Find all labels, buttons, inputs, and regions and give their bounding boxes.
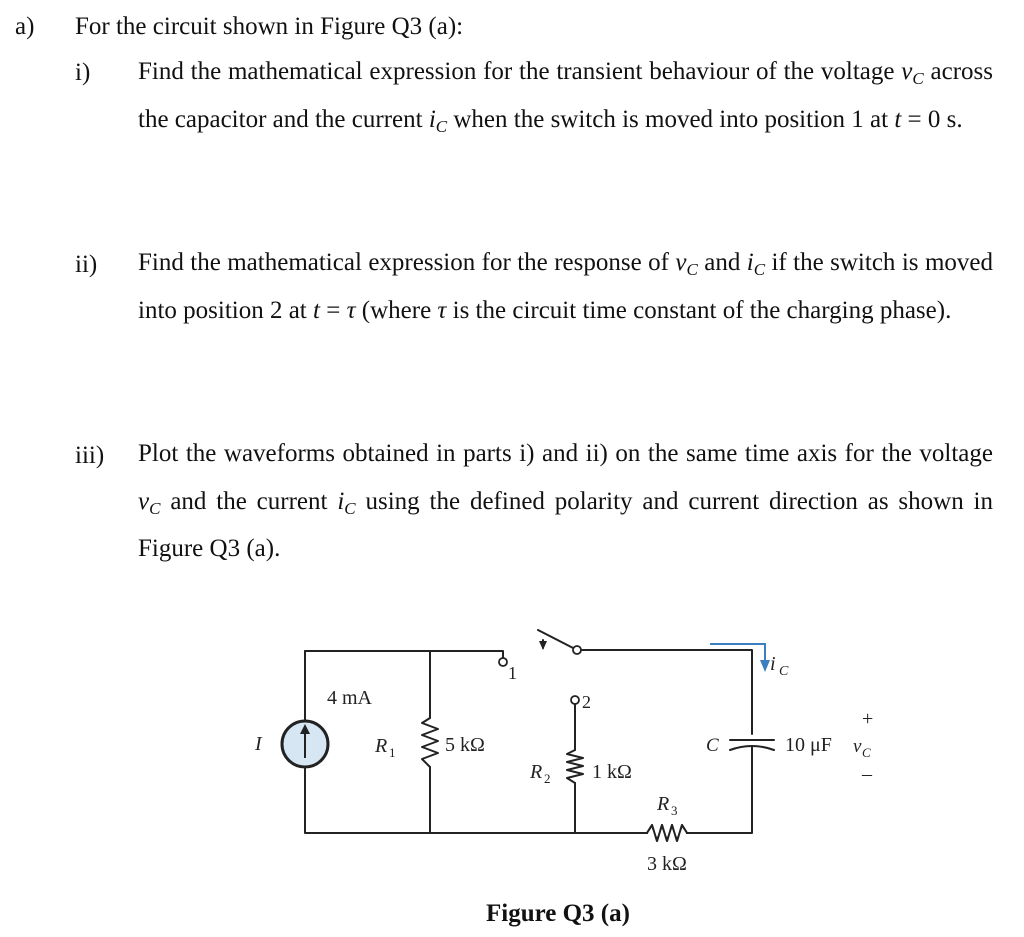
source-symbol-label: I [255, 733, 262, 755]
switch-terminal-1 [499, 658, 507, 666]
switch-pole [573, 646, 581, 654]
item-label-i: i) [75, 59, 91, 86]
svg-text:C: C [862, 745, 871, 760]
ic-label: i [770, 653, 776, 675]
switch-pos1-label: 1 [508, 663, 517, 683]
symbol-tau: τ [346, 296, 356, 324]
current-direction-arrow-icon [710, 644, 765, 662]
symbol-t: t [313, 296, 320, 324]
svg-text:3: 3 [671, 803, 678, 818]
switch-terminal-2 [571, 696, 579, 704]
vc-minus: – [862, 763, 872, 785]
r2-label: R [530, 761, 543, 783]
item-label-ii: ii) [75, 251, 98, 278]
symbol-tau: τ [437, 296, 447, 324]
r1-label: R [375, 735, 388, 757]
r1-value: 5 kΩ [445, 734, 485, 756]
part-label: a) [15, 13, 35, 40]
wire-top-right [577, 650, 752, 734]
resistor-r1 [422, 718, 438, 767]
symbol-vc: $v_C$ [901, 58, 924, 88]
symbol-vc: $v_C$ [138, 487, 161, 518]
circuit-diagram [255, 620, 895, 890]
figure-caption: Figure Q3 (a) [486, 900, 630, 927]
r3-label: R [657, 793, 670, 815]
vc-label: v [853, 736, 862, 757]
resistor-r2 [567, 750, 583, 783]
switch-pos2-label: 2 [582, 692, 591, 712]
item-text-ii: Find the mathematical expression for the response of $v_C$ and $i_C$ if the switch is moved into position 2 at t = τ (where τ is the circuit time constant of the charging phase). [138, 249, 993, 324]
svg-text:C: C [779, 664, 789, 679]
wire-left [305, 651, 752, 833]
item-label-iii: iii) [75, 442, 105, 469]
item-text-iii: Plot the waveforms obtained in parts i) and ii) on the same time axis for the voltage $v_C$ and the current $i_C$ using the defined polarity and current direction as shown in Figure Q3 (a). [138, 440, 994, 562]
symbol-ic: $i_C$ [337, 487, 356, 518]
r2-value: 1 kΩ [592, 761, 632, 783]
symbol-ic: $i_C$ [428, 105, 448, 136]
svg-text:1: 1 [389, 745, 396, 760]
svg-text:2: 2 [544, 771, 551, 786]
source-value-label: 4 mA [327, 687, 372, 709]
symbol-vc: $v_C$ [675, 249, 698, 279]
r3-value: 3 kΩ [647, 853, 687, 875]
cap-value: 10 μF [785, 734, 832, 756]
cap-label: C [706, 735, 719, 756]
wire-top-left [305, 651, 503, 658]
symbol-ic: $i_C$ [746, 249, 766, 279]
symbol-t: t [894, 105, 902, 133]
vc-plus: + [862, 708, 874, 730]
item-text-i: Find the mathematical expression for the transient behaviour of the voltage $v_C$ across the capacitor and the current $i_C$ when the switch is moved into position 1 at t = 0 s. [138, 58, 993, 136]
question-intro: For the circuit shown in Figure Q3 (a): [75, 13, 464, 40]
